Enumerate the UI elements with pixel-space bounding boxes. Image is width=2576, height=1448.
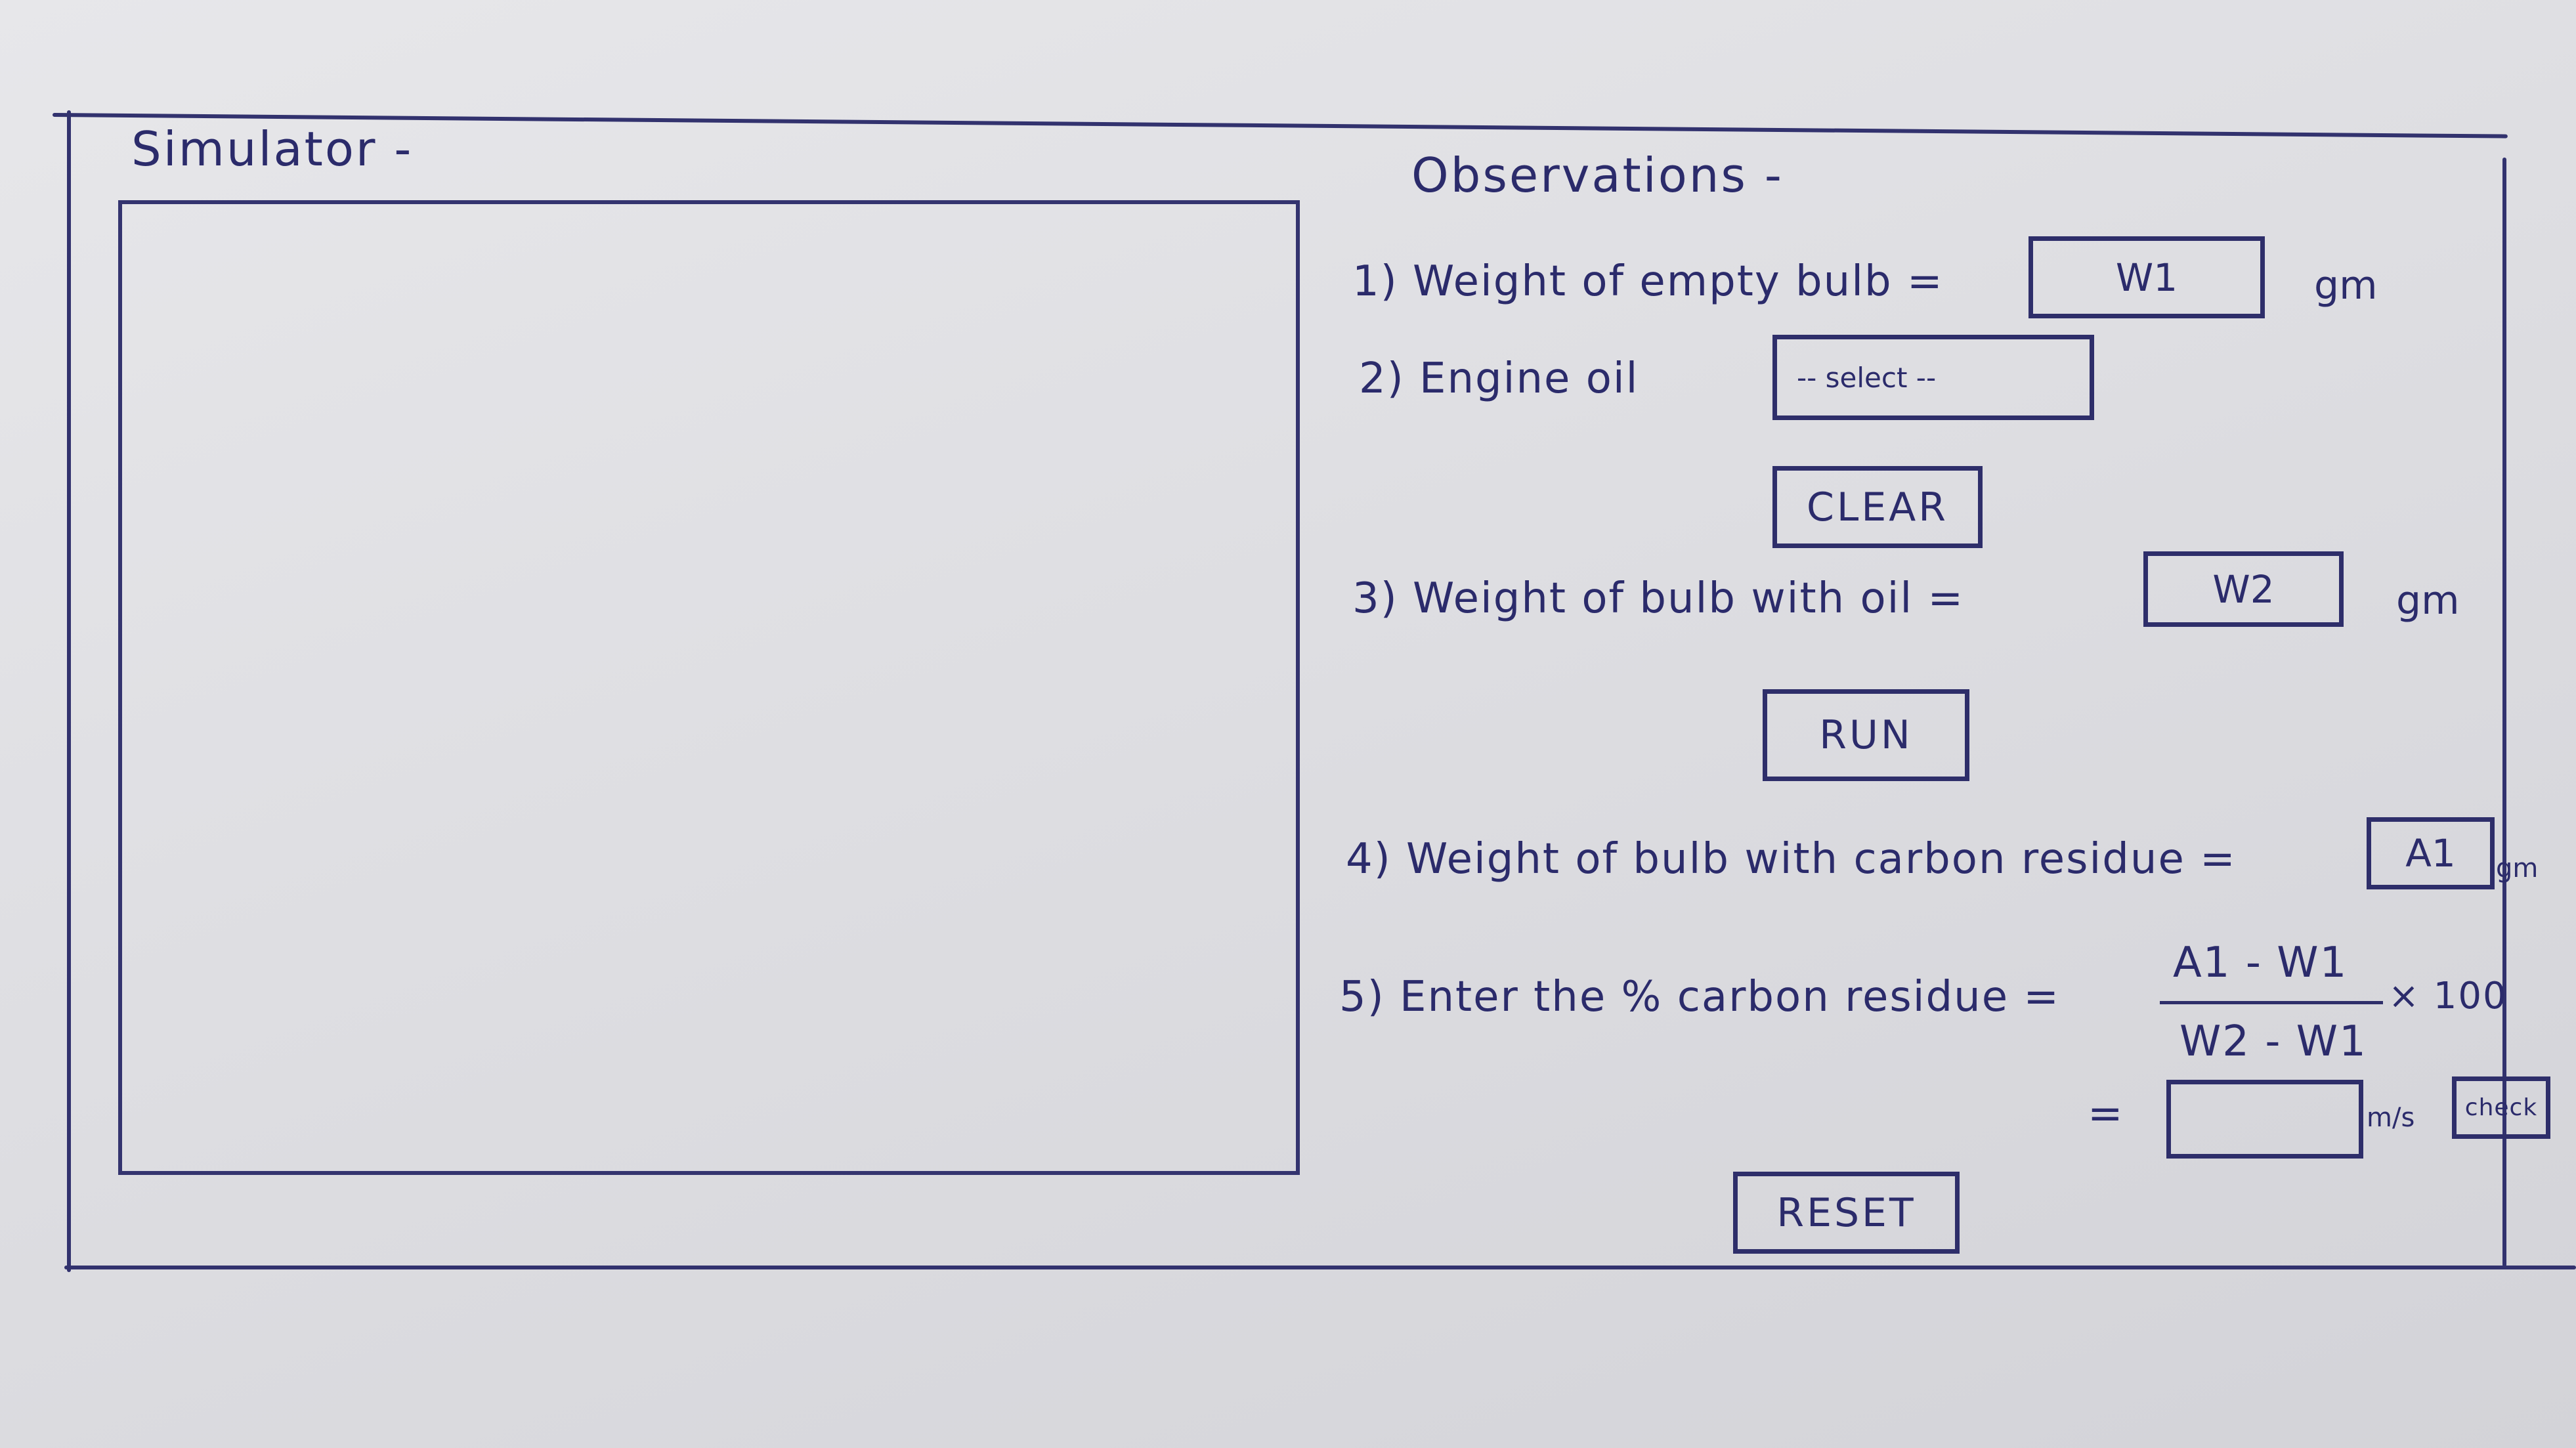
result-equals-sign: = xyxy=(2088,1090,2124,1138)
check-button-label: check xyxy=(2464,1094,2538,1121)
empty-bulb-weight-input[interactable] xyxy=(2029,236,2265,318)
step3-unit: gm xyxy=(2396,578,2460,624)
formula-fraction-line xyxy=(2160,1001,2383,1004)
formula-multiplier: × 100 xyxy=(2388,975,2508,1017)
clear-button-label: CLEAR xyxy=(1807,484,1948,530)
observations-title: Observations - xyxy=(1411,148,1784,203)
step1-unit: gm xyxy=(2314,263,2378,309)
formula-denominator: W2 - W1 xyxy=(2179,1017,2367,1066)
reset-button[interactable] xyxy=(1733,1172,1960,1254)
empty-bulb-weight-value: W1 xyxy=(2115,255,2178,300)
step5-label: 5) Enter the % carbon residue = xyxy=(1339,973,2061,1021)
step5-unit: m/s xyxy=(2367,1103,2415,1133)
reset-button-label: RESET xyxy=(1776,1189,1916,1236)
step1-label: 1) Weight of empty bulb = xyxy=(1352,257,1944,306)
simulator-title: Simulator - xyxy=(131,121,414,177)
step4-unit: gm xyxy=(2496,853,2539,884)
bulb-with-carbon-weight-input[interactable] xyxy=(2367,817,2495,889)
run-button[interactable] xyxy=(1763,689,1969,781)
simulator-canvas[interactable] xyxy=(118,200,1300,1175)
carbon-residue-result-input[interactable] xyxy=(2166,1080,2363,1159)
step3-label: 3) Weight of bulb with oil = xyxy=(1352,574,1965,623)
bulb-with-oil-weight-input[interactable] xyxy=(2143,551,2344,627)
clear-button[interactable] xyxy=(1772,466,1983,548)
bulb-with-carbon-weight-value: A1 xyxy=(2405,831,2456,876)
step2-label: 2) Engine oil xyxy=(1359,354,1639,403)
engine-oil-select[interactable] xyxy=(1772,335,2094,420)
step4-label: 4) Weight of bulb with carbon residue = xyxy=(1346,835,2237,884)
bulb-with-oil-weight-value: W2 xyxy=(2212,566,2275,612)
check-button[interactable] xyxy=(2452,1076,2550,1139)
panel-bottom-border xyxy=(64,1266,2576,1269)
engine-oil-select-value: -- select -- xyxy=(1797,361,1937,394)
formula-numerator: A1 - W1 xyxy=(2173,939,2348,987)
panel-left-border xyxy=(67,110,71,1272)
panel-top-border xyxy=(53,113,2508,138)
run-button-label: RUN xyxy=(1819,712,1913,758)
